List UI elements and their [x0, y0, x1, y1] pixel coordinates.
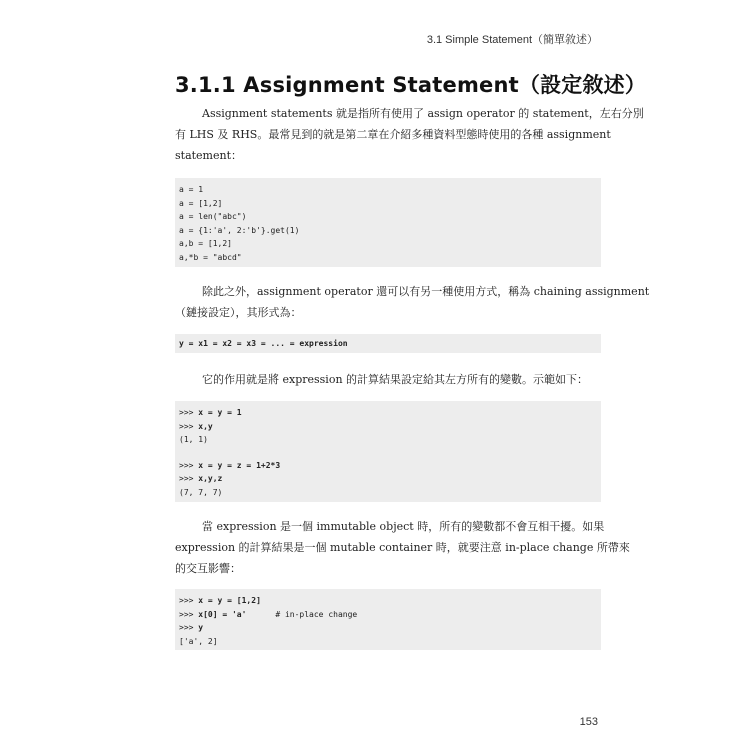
- code-output: (1, 1): [179, 435, 208, 444]
- code-block-demo: [175, 401, 601, 502]
- code-output: (7, 7, 7): [179, 487, 223, 497]
- paragraph-line: 的交互影響：: [175, 562, 241, 575]
- code-gap: [179, 447, 601, 459]
- paragraph-mutable: [175, 516, 630, 579]
- paragraph-line: 它的作用就是將 expression 的計算結果設定給其左方所有的變數。示範如下：: [202, 373, 589, 386]
- code-line: y = x1 = x2 = x3 = ... = expression: [179, 339, 348, 348]
- code-line: [179, 621, 601, 635]
- code-line: [179, 608, 601, 622]
- code-line: a,b = [1,2]: [179, 239, 232, 248]
- paragraph-line: Assignment statements 就是指所有使用了 assign operator 的 statement，左右分別: [202, 107, 644, 120]
- code-block-chaining-form: [175, 334, 601, 353]
- paragraph-line: 當 expression 是一個 immutable object 時，所有的變數都不會互相干擾。如果: [202, 520, 605, 533]
- code-line: a,*b = "abcd": [179, 252, 242, 262]
- paragraph-line: 除此之外，assignment operator 還可以有另一種使用方式，稱為 chaining assignment: [202, 285, 650, 298]
- command: x,y: [198, 421, 213, 431]
- code-output: ['a', 2]: [179, 636, 218, 646]
- code-line: [179, 472, 601, 486]
- running-head: 3.1 Simple Statement（簡單敘述）: [426, 34, 598, 46]
- paragraph-line: （鏈接設定），其形式為：: [175, 306, 302, 319]
- command: x = y = 1: [198, 408, 242, 417]
- prompt: >>>: [179, 460, 199, 470]
- code-line: a = len("abc"): [179, 212, 247, 221]
- code-line: [179, 594, 601, 608]
- page-number: 153: [579, 716, 598, 728]
- code-block-assignments: [175, 178, 601, 267]
- prompt: >>>: [179, 609, 199, 619]
- command: y: [198, 623, 204, 632]
- command: x = y = z = 1+2*3: [198, 460, 281, 470]
- command: x,y,z: [198, 474, 223, 483]
- prompt: >>>: [179, 474, 199, 483]
- code-line: [179, 420, 601, 434]
- paragraph-assignment-intro: [175, 103, 644, 166]
- paragraph-line: expression 的計算結果是一個 mutable container 時，就要注意 in-place change 所帶來: [175, 541, 630, 554]
- prompt: >>>: [179, 623, 199, 632]
- command: x[0] = 'a': [198, 609, 247, 619]
- section-heading: 3.1.1 Assignment Statement（設定敘述）: [175, 73, 647, 97]
- paragraph-chaining: [175, 281, 650, 323]
- code-line: [179, 406, 601, 420]
- prompt: >>>: [179, 596, 199, 605]
- paragraph-line: statement：: [175, 149, 242, 162]
- code-line: a = 1: [179, 185, 204, 194]
- paragraph-effect: [175, 369, 601, 390]
- code-comment: # in-place change: [246, 609, 358, 619]
- code-line: a = [1,2]: [179, 198, 223, 208]
- paragraph-line: 有 LHS 及 RHS。最常見到的就是第二章在介紹多種資料型態時使用的各種 assignment: [175, 128, 611, 141]
- command: x = y = [1,2]: [198, 596, 261, 605]
- prompt: >>>: [179, 408, 199, 417]
- code-block-inplace: [175, 589, 601, 650]
- prompt: >>>: [179, 421, 199, 431]
- code-line: a = {1:'a', 2:'b'}.get(1): [179, 225, 300, 235]
- code-line: [179, 459, 601, 473]
